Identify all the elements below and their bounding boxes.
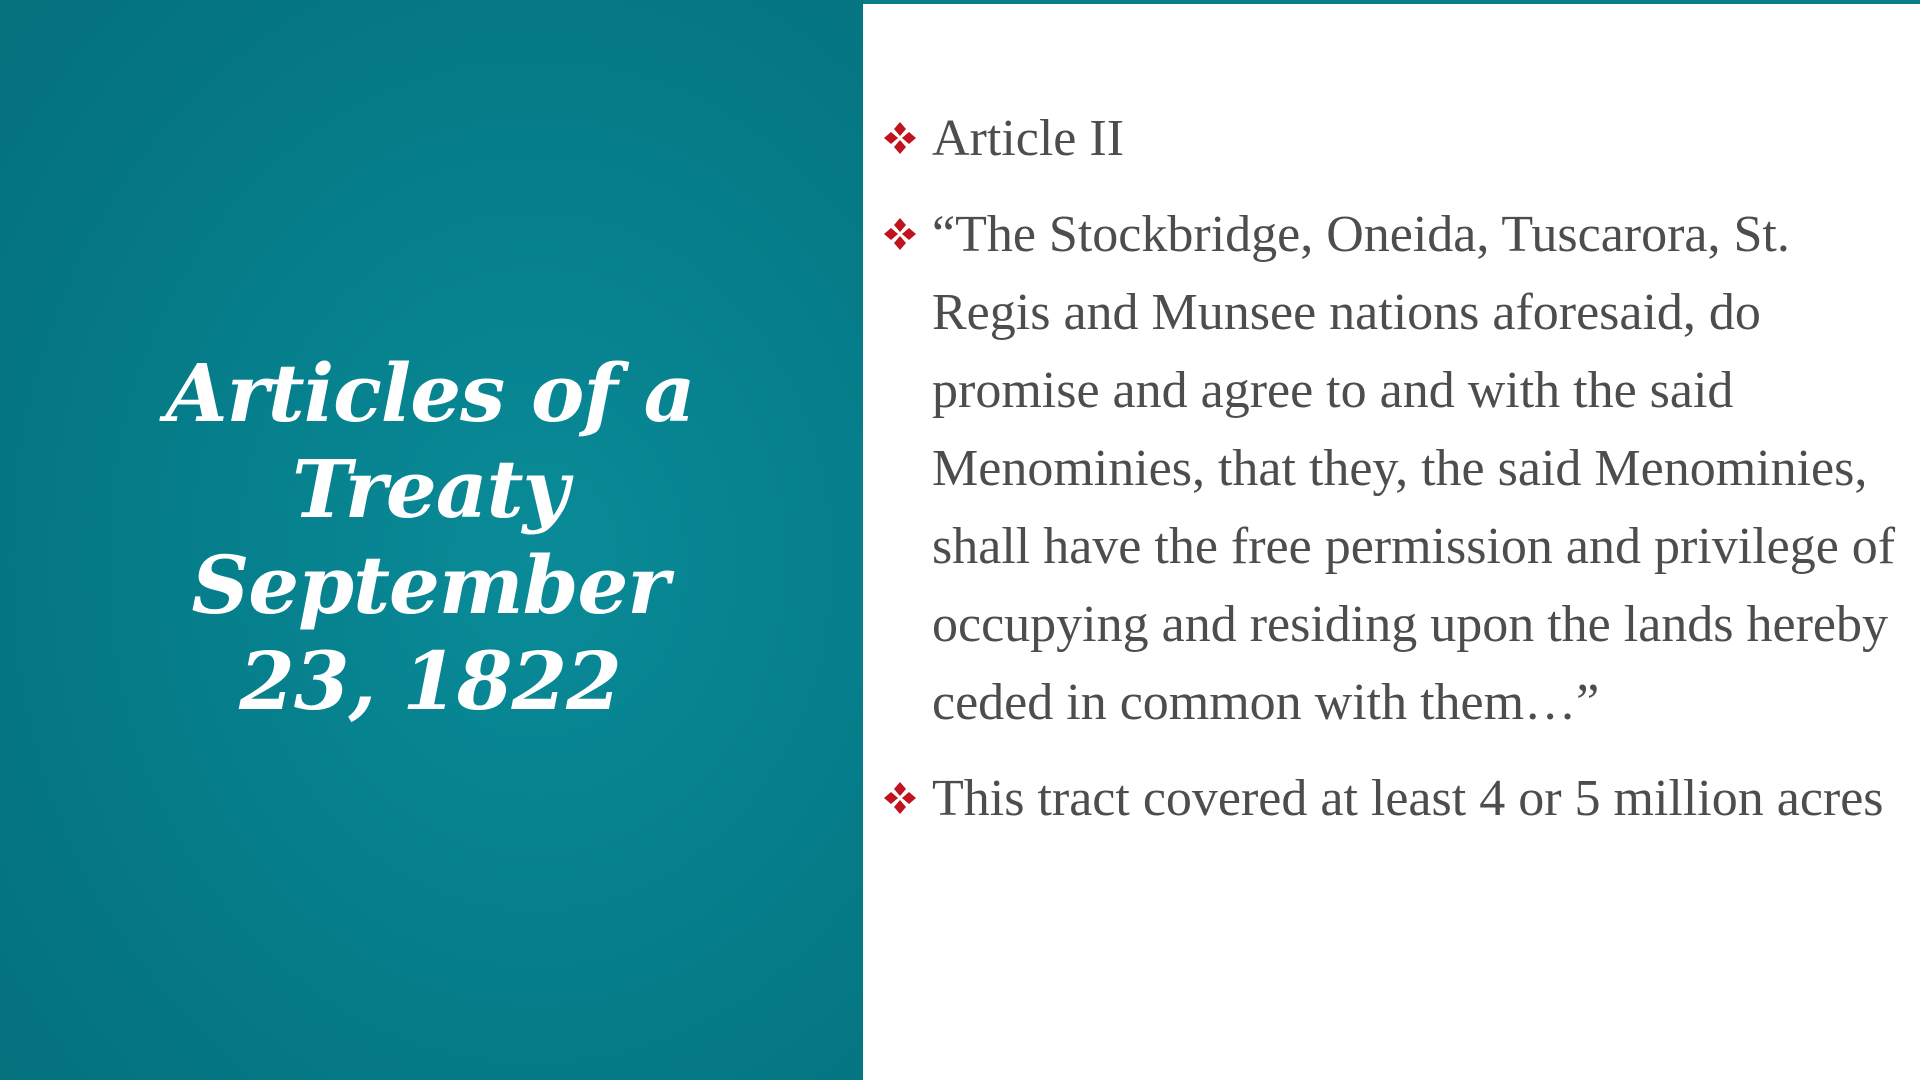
bullet-item [878,100,1908,178]
title-line: Treaty [291,442,569,536]
slide-title [60,345,800,729]
bullet-list [878,100,1908,856]
four-diamond-icon [882,120,918,156]
bullet-item [878,196,1908,742]
four-diamond-icon [882,780,918,816]
bullet-text: Article II [932,110,1125,167]
title-line: September [191,538,669,632]
four-diamond-icon [882,216,918,252]
top-divider [863,0,1920,4]
bullet-text: This tract covered at least 4 or 5 million acres [932,770,1884,827]
bullet-text: “The Stockbridge, Oneida, Tuscarora, St. Regis and Munsee nations aforesaid, do promise and agree to and with the said Menominies, that they, the said Menominies, shall have the free permission and privilege of occupying and residing upon the lands hereby ceded in common with them…” [932,206,1896,731]
title-line: Articles of a [165,346,695,440]
title-line: 23, 1822 [239,634,621,728]
bullet-item [878,760,1908,838]
